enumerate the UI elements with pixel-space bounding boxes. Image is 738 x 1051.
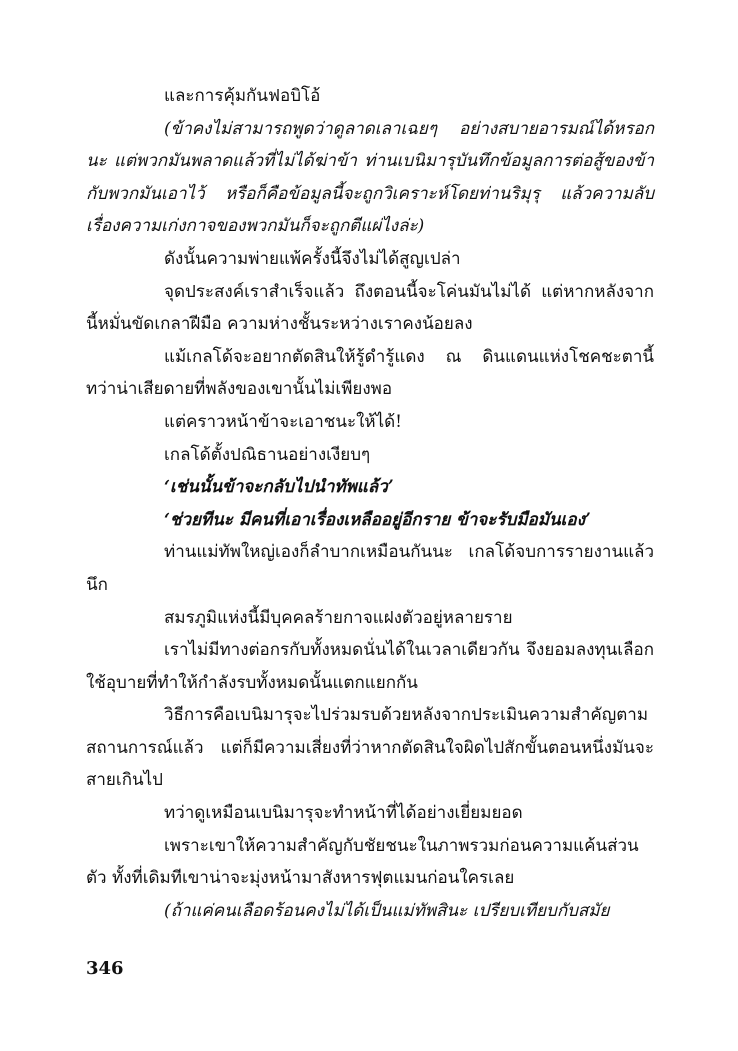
paragraph-bold-dialogue: ‘ช่วยทีนะ มีคนที่เอาเรื่องเหลืออยู่อีกราย ข้าจะรับมือมันเอง’ [164,509,591,530]
paragraph: แต่คราวหน้าข้าจะเอาชนะให้ได้! [164,411,403,432]
paragraph: ท่านแม่ทัพใหญ่เองก็ลำบากเหมือนกันนะ เกลโด้จบการรายงานแล้วนึก [86,542,654,595]
paragraph: วิธีการคือเบนิมารุจะไปร่วมรบด้วยหลังจากประเมินความสำคัญตามสถานการณ์แล้ว แต่ก็มีความเสี่ยงที่ว่าหากตัดสินใจผิดไปสักขั้นตอนหนึ่งมันจะสายเกินไป [86,705,654,791]
paragraph: และการคุ้มกันฟอบิโอ้ [164,86,321,106]
paragraph: ทว่าดูเหมือนเบนิมารุจะทำหน้าที่ได้อย่างเยี่ยมยอด [164,803,523,824]
paragraph: แม้เกลโด้จะอยากตัดสินให้รู้ดำรู้แดง ณ ดินแดนแห่งโชคชะตานี้ ทว่าน่าเสียดายที่พลังของเขานั้นไม่เพียงพอ [86,346,654,400]
paragraph: ดังนั้นความพ่ายแพ้ครั้งนี้จึงไม่ได้สูญเปล่า [164,248,461,269]
paragraph-italic-thought: (ถ้าแค่คนเลือดร้อนคงไม่ได้เป็นแม่ทัพสินะ เปรียบเทียบกับสมัย [164,900,610,921]
paragraph-italic-thought: (ข้าคงไม่สามารถพูดว่าดูลาดเลาเฉยๆ อย่างสบายอารมณ์ได้หรอกนะ แต่พวกมันพลาดแล้วที่ไม่ได้ฆ่าข้า ท่านเบนิมารุบันทึกข้อมูลการต่อสู้ของข้ากับพวกมันเอาไว้ หรือก็คือข้อมูลนี้จะถูกวิเคราะห์โดยท่านริมุรุ แล้วความลับเรื่องความเก่งกาจของพวกมันก็จะถูกตีแผ่ไงล่ะ) [86,118,654,237]
paragraph: เกลโด้ตั้งปณิธานอย่างเงียบๆ [164,444,371,465]
paragraph: สมรภูมิแห่งนี้มีบุคคลร้ายกาจแฝงตัวอยู่หลายราย [164,607,513,628]
paragraph: เพราะเขาให้ความสำคัญกับชัยชนะในภาพรวมก่อนความแค้นส่วนตัว ทั้งที่เดิมทีเขาน่าจะมุ่งหน้ามาสังหารฟุตแมนก่อนใครเลย [86,835,639,889]
paragraph: เราไม่มีทางต่อกรกับทั้งหมดนั่นได้ในเวลาเดียวกัน จึงยอมลงทุนเลือกใช้อุบายที่ทำให้กำลังรบทั้งหมดนั้นแตกแยกกัน [86,640,654,693]
page-number: 346 [86,958,124,979]
paragraph: จุดประสงค์เราสำเร็จแล้ว ถึงตอนนี้จะโค่นมันไม่ได้ แต่หากหลังจากนี้หมั่นขัดเกลาฝีมือ ความห่างชั้นระหว่างเราคงน้อยลง [86,281,654,335]
body-text [86,80,654,927]
paragraph-bold-dialogue: ‘เช่นนั้นข้าจะกลับไปนำทัพแล้ว’ [164,477,394,498]
